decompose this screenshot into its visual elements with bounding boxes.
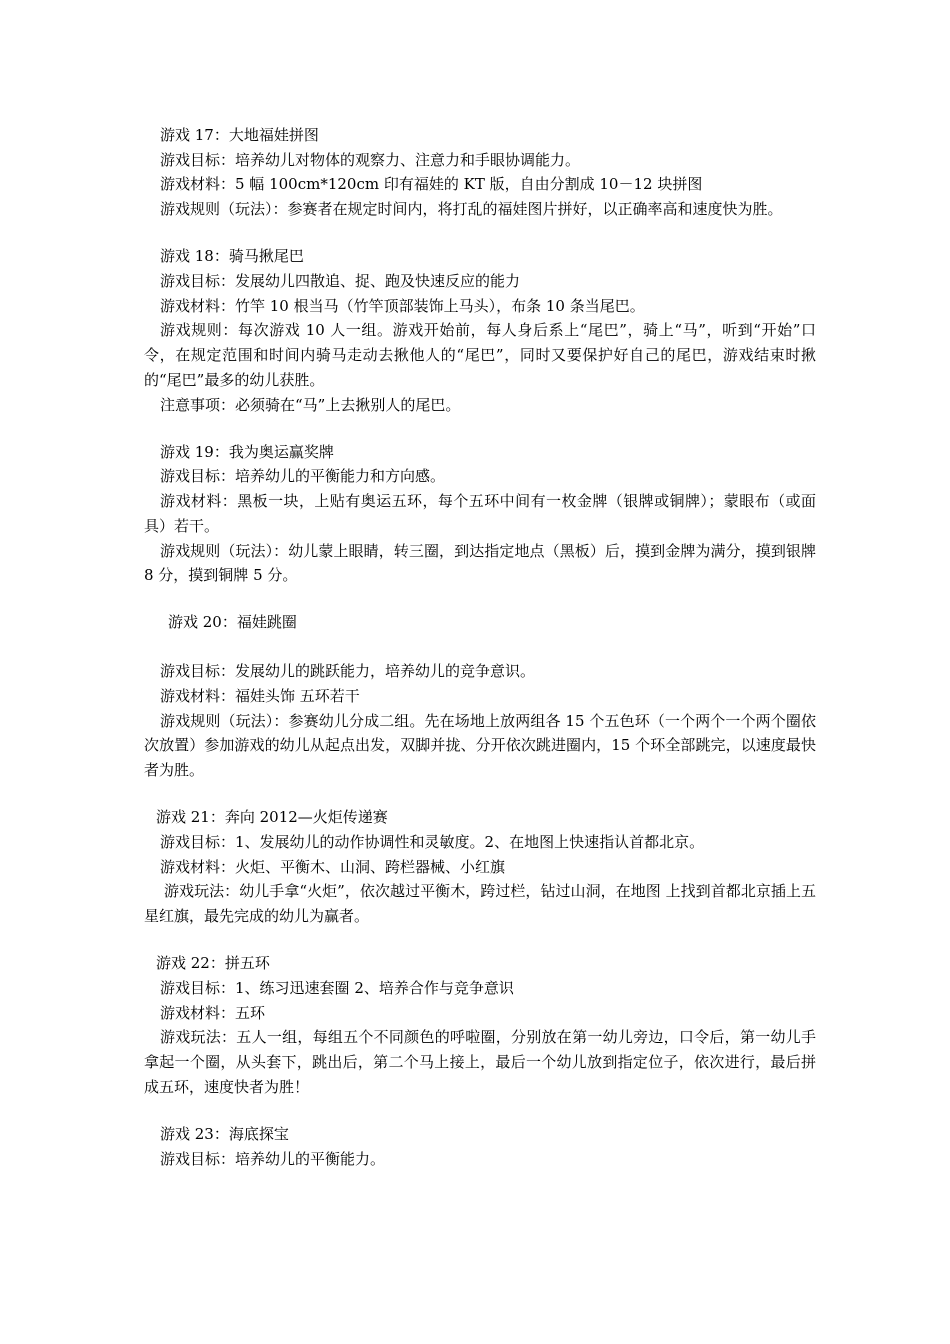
game-17-rules: 游戏规则（玩法）：参赛者在规定时间内，将打乱的福娃图片拼好，以正确率高和速度快为胜。 (160, 200, 783, 219)
game-17-goal: 游戏目标：培养幼儿对物体的观察力、注意力和手眼协调能力。 (160, 150, 581, 169)
game-22-materials: 游戏材料：五环 (160, 1003, 266, 1022)
game-18-rules: 游戏规则：每次游戏 10 人一组。游戏开始前，每人身后系上“尾巴”，骑上“马”，听到“开始”口令，在规定范围和时间内骑马走动去揪他人的“尾巴”，同时又要保护好自己的尾巴，游戏结束时揪的“尾巴”最多的幼儿获胜。 (144, 321, 816, 389)
game-18-notes: 注意事项：必须骑在“马”上去揪别人的尾巴。 (160, 395, 461, 414)
game-17-materials: 游戏材料：5 幅 100cm*120cm 印有福娃的 KT 版，自由分割成 10－12 块拼图 (160, 175, 703, 194)
game-23-title: 游戏 23：海底探宝 (160, 1124, 289, 1143)
game-19-materials: 游戏材料：黑板一块，上贴有奥运五环，每个五环中间有一枚金牌（银牌或铜牌）；蒙眼布（或面具）若干。 (144, 492, 816, 535)
game-21-materials: 游戏材料：火炬、平衡木、山洞、跨栏器械、小红旗 (160, 857, 506, 876)
game-20-materials: 游戏材料：福娃头饰 五环若干 (160, 686, 360, 705)
game-17-section (144, 123, 816, 222)
game-21-play: 游戏玩法：幼儿手拿“火炬”，依次越过平衡木，跨过栏，钻过山洞，在地图 上找到首都北京插上五星红旗，最先完成的幼儿为赢者。 (144, 882, 816, 925)
game-18-section (144, 244, 816, 417)
game-18-goal: 游戏目标：发展幼儿四散追、捉、跑及快速反应的能力 (160, 272, 521, 291)
game-18-title: 游戏 18：骑马揪尾巴 (160, 247, 304, 266)
game-21-section (144, 805, 816, 929)
game-18-materials: 游戏材料：竹竿 10 根当马（竹竿顶部装饰上马头），布条 10 条当尾巴。 (160, 296, 645, 315)
game-20-section (144, 610, 816, 782)
game-21-goal: 游戏目标：1、发展幼儿的动作协调性和灵敏度。2、在地图上快速指认首都北京。 (160, 832, 705, 851)
game-23-section (144, 1122, 816, 1171)
game-17-title: 游戏 17：大地福娃拼图 (160, 126, 319, 144)
game-22-section (144, 951, 816, 1099)
document-body (144, 123, 816, 1194)
game-23-goal: 游戏目标：培养幼儿的平衡能力。 (160, 1149, 386, 1168)
game-22-goal: 游戏目标：1、练习迅速套圈 2、培养合作与竞争意识 (160, 978, 514, 997)
game-19-title: 游戏 19：我为奥运赢奖牌 (160, 442, 334, 461)
game-19-section (144, 440, 816, 588)
game-19-rules: 游戏规则（玩法）：幼儿蒙上眼睛，转三圈，到达指定地点（黑板）后，摸到金牌为满分，摸到银牌 8 分，摸到铜牌 5 分。 (144, 541, 816, 585)
game-20-rules: 游戏规则（玩法）：参赛幼儿分成二组。先在场地上放两组各 15 个五色环（一个两个一个两个圈依次放置）参加游戏的幼儿从起点出发，双脚并拢、分开依次跳进圈内，15 个环全部跳完，以速度最快者为胜。 (144, 711, 816, 779)
game-20-goal: 游戏目标：发展幼儿的跳跃能力，培养幼儿的竞争意识。 (160, 662, 536, 681)
game-20-title: 游戏 20：福娃跳圈 (168, 613, 297, 632)
game-19-goal: 游戏目标：培养幼儿的平衡能力和方向感。 (160, 467, 446, 486)
game-22-play: 游戏玩法：五人一组，每组五个不同颜色的呼啦圈，分别放在第一幼儿旁边，口令后，第一幼儿手拿起一个圈，从头套下，跳出后，第二个马上接上，最后一个幼儿放到指定位子，依次进行，最后拼成五环，速度快者为胜！ (144, 1028, 816, 1096)
game-22-title: 游戏 22：拼五环 (156, 954, 270, 973)
game-21-title: 游戏 21：奔向 2012—火炬传递赛 (156, 808, 388, 827)
